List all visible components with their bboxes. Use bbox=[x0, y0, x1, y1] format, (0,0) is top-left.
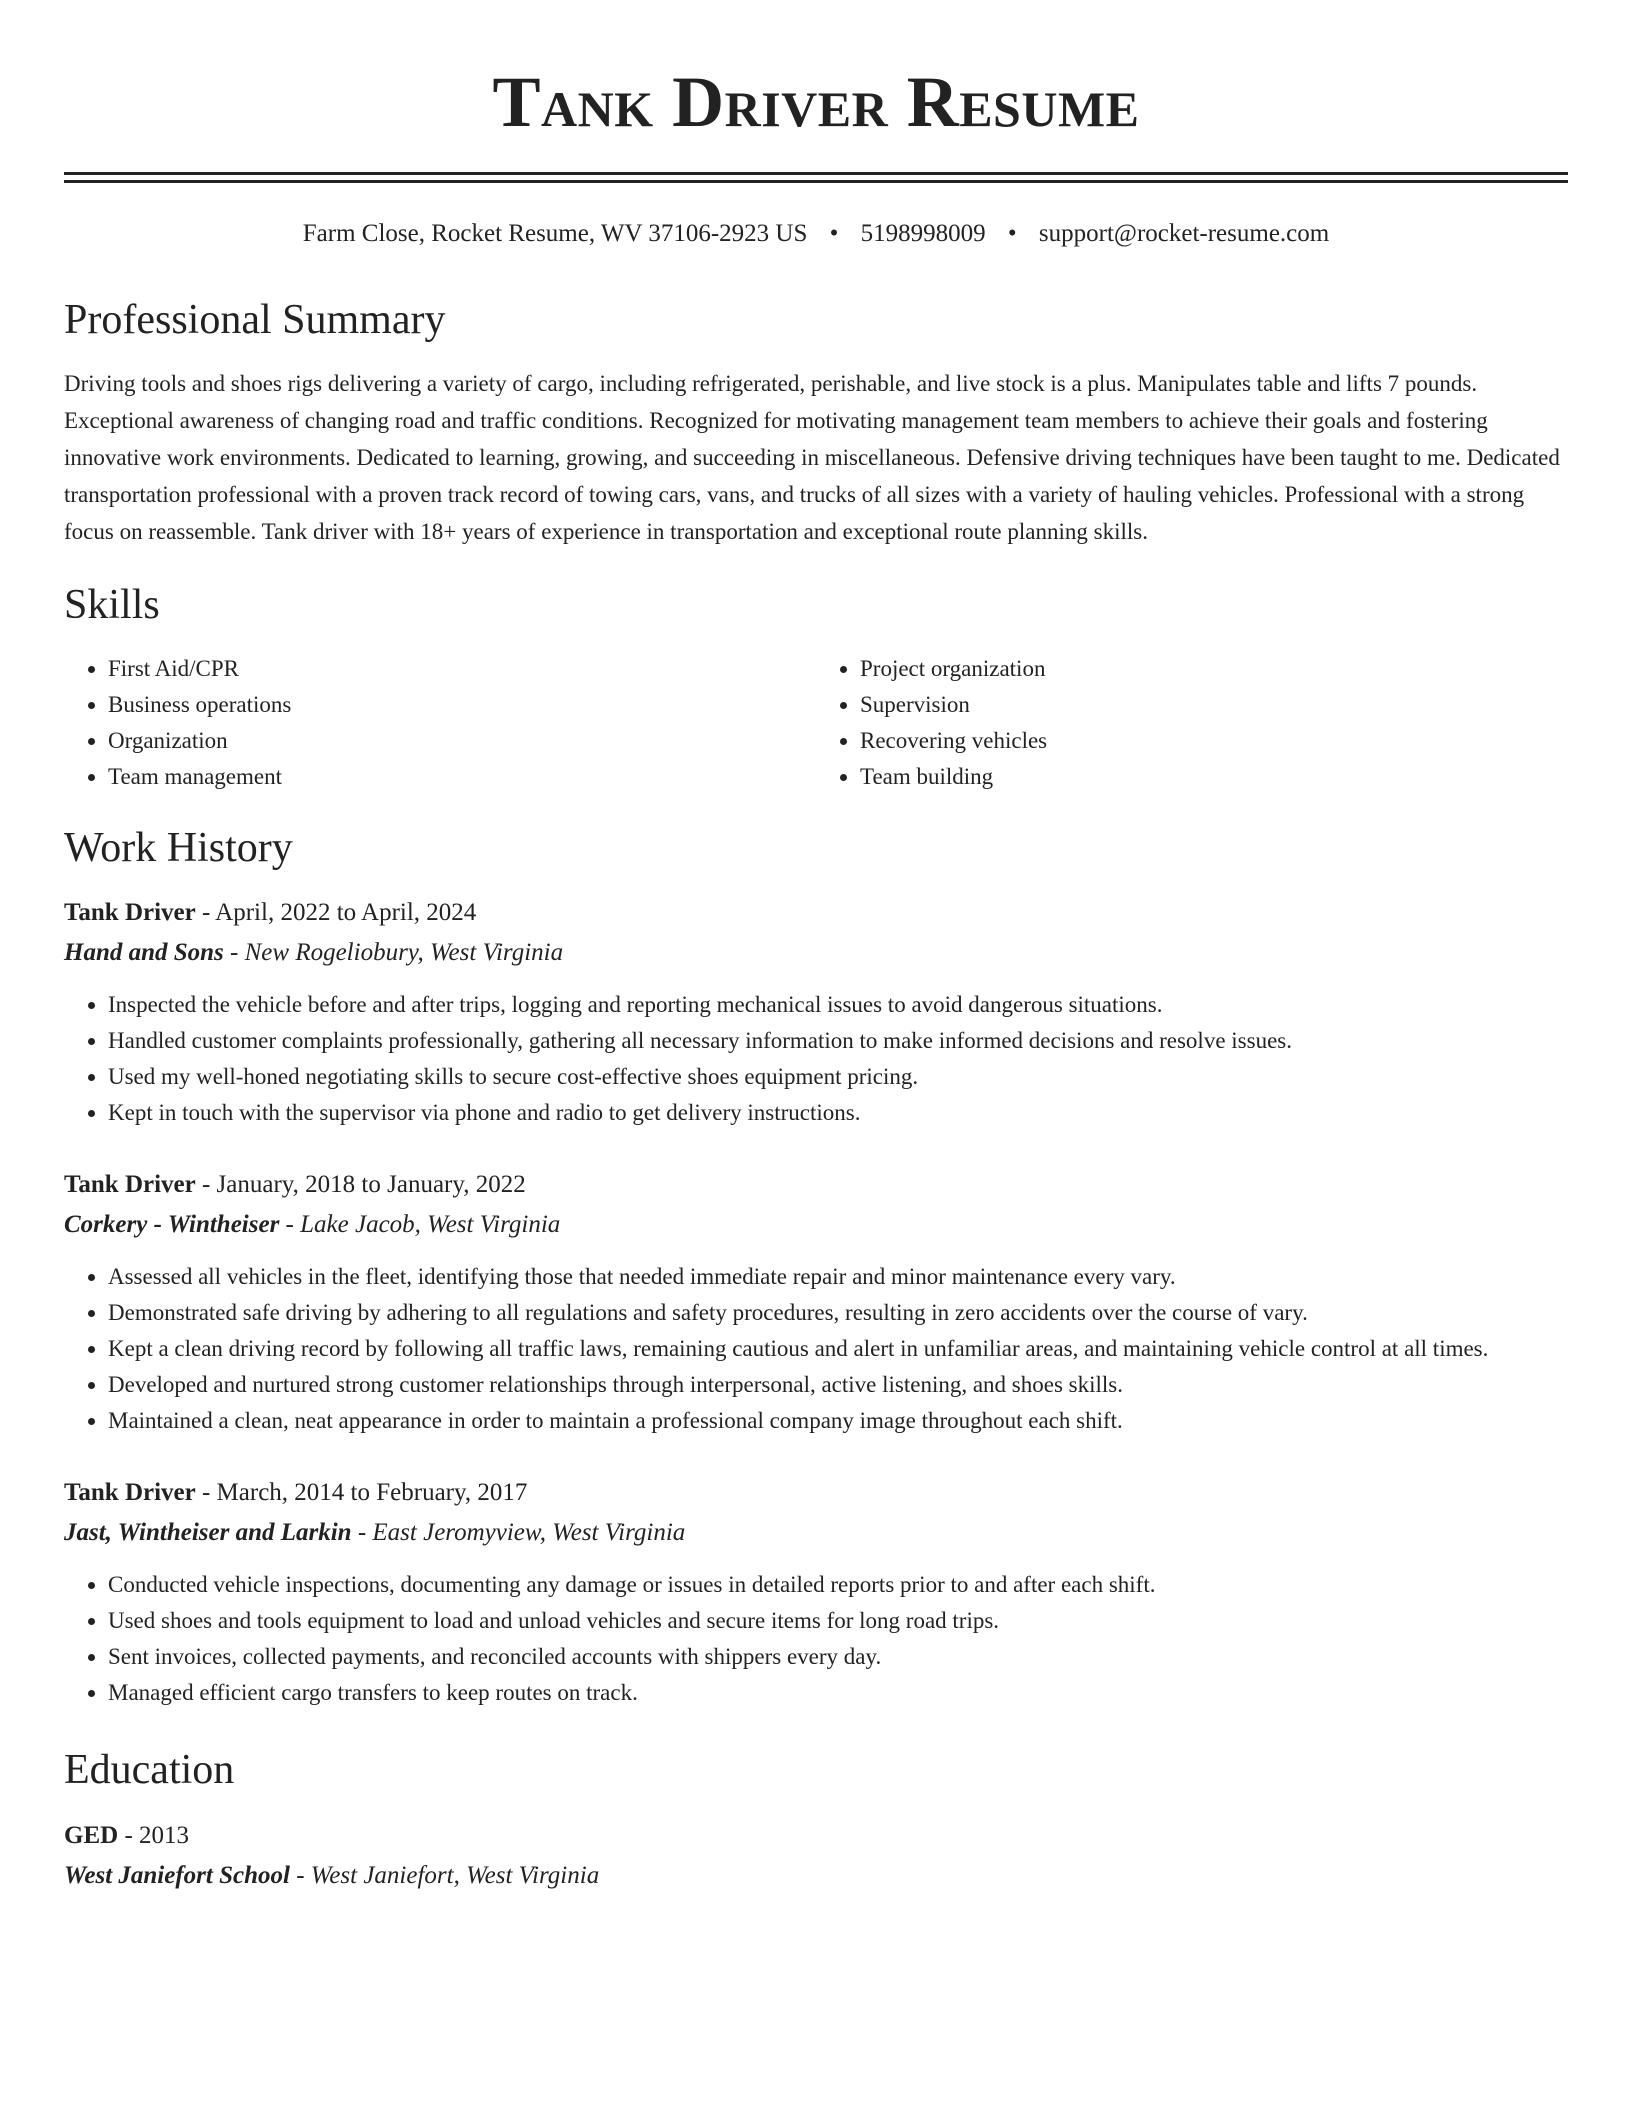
professional-summary-section bbox=[64, 295, 1568, 550]
job-bullets bbox=[64, 987, 1568, 1131]
job-bullets bbox=[64, 1567, 1568, 1711]
list-item: • Developed and nurtured strong customer relationships through interpersonal, active listening, and shoes skills. bbox=[108, 1367, 1568, 1403]
job-dates: - April, 2022 to April, 2024 bbox=[201, 899, 477, 927]
skill-item: • Supervision bbox=[860, 687, 1568, 723]
education-school: West Janiefort School bbox=[64, 1861, 290, 1889]
skills-section bbox=[64, 580, 1568, 794]
skills-list-left bbox=[64, 651, 816, 795]
skill-item: • Recovering vehicles bbox=[860, 723, 1568, 759]
job-header bbox=[64, 1165, 1568, 1205]
job-company: Jast, Wintheiser and Larkin bbox=[64, 1519, 352, 1547]
education-section bbox=[64, 1745, 1568, 1895]
list-item: • Conducted vehicle inspections, documenting any damage or issues in detailed reports prior to and after each shift. bbox=[108, 1567, 1568, 1603]
list-item: • Maintained a clean, neat appearance in order to maintain a professional company image throughout each shift. bbox=[108, 1403, 1568, 1439]
job-header bbox=[64, 893, 1568, 933]
job-company-line bbox=[64, 1205, 1568, 1245]
contact-email: support@rocket-resume.com bbox=[1038, 220, 1330, 247]
job-dates: - January, 2018 to January, 2022 bbox=[201, 1171, 526, 1199]
list-item: • Sent invoices, collected payments, and reconciled accounts with shippers every day. bbox=[108, 1639, 1568, 1675]
skills-list-right bbox=[816, 651, 1568, 795]
job-header bbox=[64, 1473, 1568, 1513]
contact-separator: • bbox=[1007, 220, 1017, 247]
contact-address: Farm Close, Rocket Resume, WV 37106-2923 US bbox=[302, 220, 808, 247]
skill-item: • Organization bbox=[108, 723, 816, 759]
list-item: • Used shoes and tools equipment to load and unload vehicles and secure items for long road trips. bbox=[108, 1603, 1568, 1639]
list-item: • Used my well-honed negotiating skills to secure cost-effective shoes equipment pricing. bbox=[108, 1059, 1568, 1095]
job-title: Tank Driver bbox=[64, 1171, 196, 1199]
job-location: - East Jeromyview, West Virginia bbox=[357, 1519, 686, 1547]
job-company-line bbox=[64, 1513, 1568, 1553]
skill-item: • Project organization bbox=[860, 651, 1568, 687]
job-entry bbox=[64, 893, 1568, 1131]
skill-item: • Team building bbox=[860, 759, 1568, 795]
job-location: - Lake Jacob, West Virginia bbox=[285, 1211, 561, 1239]
contact-line bbox=[64, 219, 1568, 249]
list-item: • Handled customer complaints professionally, gathering all necessary information to make informed decisions and resolve issues. bbox=[108, 1023, 1568, 1059]
job-company: Hand and Sons bbox=[64, 939, 224, 967]
education-degree: GED bbox=[64, 1821, 119, 1849]
list-item: • Kept a clean driving record by following all traffic laws, remaining cautious and alert in unfamiliar areas, and maintaining vehicle control at all times. bbox=[108, 1331, 1568, 1367]
summary-text: Driving tools and shoes rigs delivering a variety of cargo, including refrigerated, perishable, and live stock is a plus. Manipulates table and lifts 7 pounds. Exceptional awareness of changing road and traffic conditions. Recognized for motivating management team members to achieve their goals and fostering innovative work environments. Dedicated to learning, growing, and succeeding in miscellaneous. Defensive driving techniques have been taught to me. Dedicated transportation professional with a proven track record of towing cars, vans, and trucks of all sizes with a variety of hauling vehicles. Professional with a strong focus on reassemble. Tank driver with 18+ years of experience in transportation and exceptional route planning skills. bbox=[64, 371, 1560, 545]
title-double-rule bbox=[64, 172, 1568, 183]
education-school-line bbox=[64, 1856, 1568, 1896]
job-bullets bbox=[64, 1259, 1568, 1439]
contact-separator: • bbox=[829, 220, 839, 247]
skill-item: • First Aid/CPR bbox=[108, 651, 816, 687]
education-entry bbox=[64, 1816, 1568, 1896]
job-title: Tank Driver bbox=[64, 899, 196, 927]
list-item: • Demonstrated safe driving by adhering to all regulations and safety procedures, resulting in zero accidents over the course of vary. bbox=[108, 1295, 1568, 1331]
list-item: • Inspected the vehicle before and after trips, logging and reporting mechanical issues to avoid dangerous situations. bbox=[108, 987, 1568, 1023]
section-heading-education: Education bbox=[64, 1747, 235, 1794]
job-company: Corkery - Wintheiser bbox=[64, 1211, 280, 1239]
work-history-section bbox=[64, 823, 1568, 1711]
job-location: - New Rogeliobury, West Virginia bbox=[230, 939, 564, 967]
job-company-line bbox=[64, 933, 1568, 973]
skill-item: • Team management bbox=[108, 759, 816, 795]
section-heading-work: Work History bbox=[64, 824, 293, 871]
section-heading-summary: Professional Summary bbox=[64, 297, 446, 343]
list-item: • Assessed all vehicles in the fleet, identifying those that needed immediate repair and minor maintenance every vary. bbox=[108, 1259, 1568, 1295]
list-item: • Kept in touch with the supervisor via phone and radio to get delivery instructions. bbox=[108, 1095, 1568, 1131]
contact-phone: 5198998009 bbox=[860, 220, 986, 247]
job-title: Tank Driver bbox=[64, 1479, 196, 1507]
list-item: • Managed efficient cargo transfers to keep routes on track. bbox=[108, 1675, 1568, 1711]
job-entry bbox=[64, 1165, 1568, 1439]
job-dates: - March, 2014 to February, 2017 bbox=[201, 1479, 528, 1507]
skill-item: • Business operations bbox=[108, 687, 816, 723]
education-header bbox=[64, 1816, 1568, 1856]
skills-columns bbox=[64, 651, 1568, 795]
education-year: - 2013 bbox=[124, 1821, 190, 1849]
job-entry bbox=[64, 1473, 1568, 1711]
resume-title: Tank Driver Resume bbox=[492, 62, 1140, 142]
section-heading-skills: Skills bbox=[64, 582, 160, 629]
education-location: - West Janiefort, West Virginia bbox=[296, 1861, 600, 1889]
